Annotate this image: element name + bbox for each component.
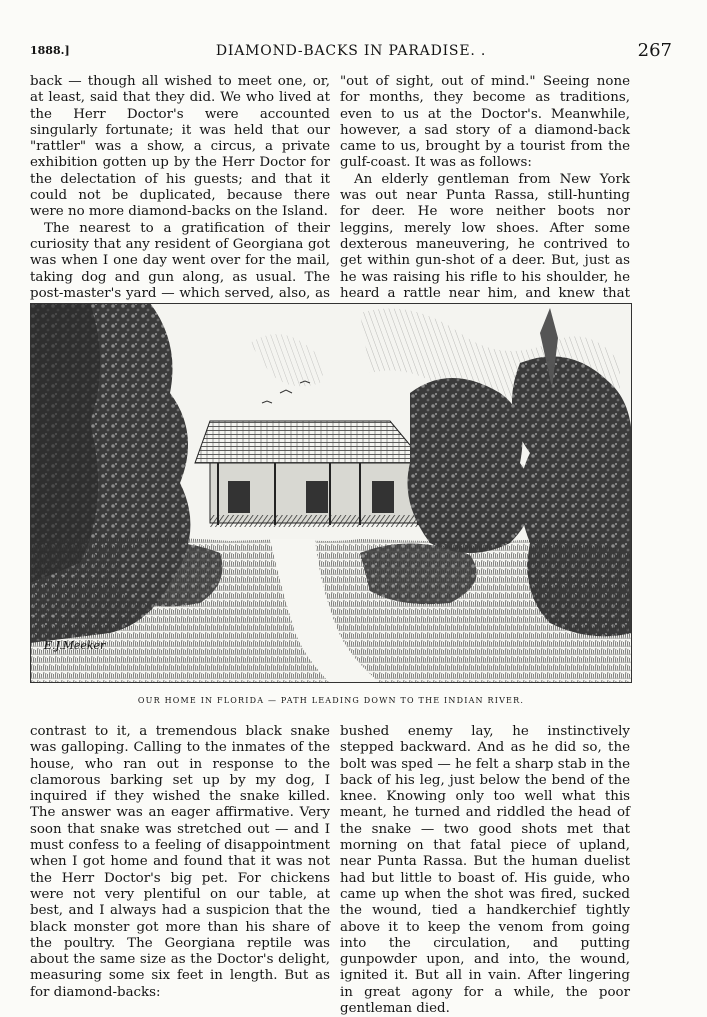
page-header xyxy=(30,40,672,62)
bottom-left-column xyxy=(30,724,330,1001)
engraving-illustration xyxy=(30,303,632,683)
header-year: 1888.] xyxy=(30,44,70,57)
paragraph: bushed enemy lay, he instinctively stepped backward. And as he did so, the bolt was sped — he felt a sharp stab in the back of his leg, just below the bend of the knee. Knowing only too well what this meant, he turned and riddled the head of the snake — two good shots met that morning on that fatal piece of upland, near Punta Rassa. But the human duelist had but little to boast of. His guide, who came up when the shot was fired, sucked the wound, tied a handkerchief tightly above it to keep the venom from going into the circulation, and putting gunpowder upon, and into, the wound, ignited it. But all in vain. After lingering in great agony for a while, the poor gentleman died. xyxy=(340,724,630,1017)
paragraph: contrast to it, a tremendous black snake was galloping. Calling to the inmates of the house, who ran out in response to the clamorous barking set up by my dog, I inquired if they wished the snake killed. The answer was an eager affirmative. Very soon that snake was stretched out — and I must confess to a feeling of disappointment when I got home and found that it was not the Herr Doctor's big pet. For chickens were not very plentiful on our table, at best, and I always had a suspicion that the black monster got more than his share of the poultry. The Georgiana reptile was about the same size as the Doctor's delight, measuring some six feet in length. But as for diamond-backs: xyxy=(30,724,330,1000)
bottom-right-column xyxy=(340,724,630,1017)
paragraph: An elderly gentleman from New York was out near Punta Rassa, still-hunting for deer. He wore neither boots nor leggins, merely low shoes. After some dexterous maneuvering, he contrived to get within gun-shot of a deer. But, just as he was raising his rifle to his shoulder, he heard a rattle near him, and knew that xyxy=(340,171,630,301)
house-engraving xyxy=(30,303,632,683)
paragraph: back — though all wished to meet one, or, at least, said that they did. We who lived at the Herr Doctor's were accounted singularly fortunate; it was held that our "rattler" was a show, a circus, a private exhibition gotten up by the Herr Doctor for the delectation of his guests; and that it could not be duplicated, because there were no more diamond-backs on the Island. xyxy=(30,74,330,220)
page-number: 267 xyxy=(637,40,672,61)
paragraph: "out of sight, out of mind." Seeing none for months, they become as traditions, even to us at the Doctor's. Meanwhile, however, a sad story of a diamond-back came to us, brought by a tourist from the gulf-coast. It was as follows: xyxy=(340,74,630,171)
paragraph: The nearest to a gratification of their curiosity that any resident of Georgiana got was when I one day went over for the mail, taking dog and gun along, as usual. The post-master's yard — which served, also, as xyxy=(30,220,330,301)
illustration-caption: OUR HOME IN FLORIDA — PATH LEADING DOWN TO THE INDIAN RIVER. xyxy=(137,696,525,705)
running-title: DIAMOND-BACKS IN PARADISE. . xyxy=(215,43,487,59)
illustrator-signature: E.J.Meeker xyxy=(44,639,106,652)
